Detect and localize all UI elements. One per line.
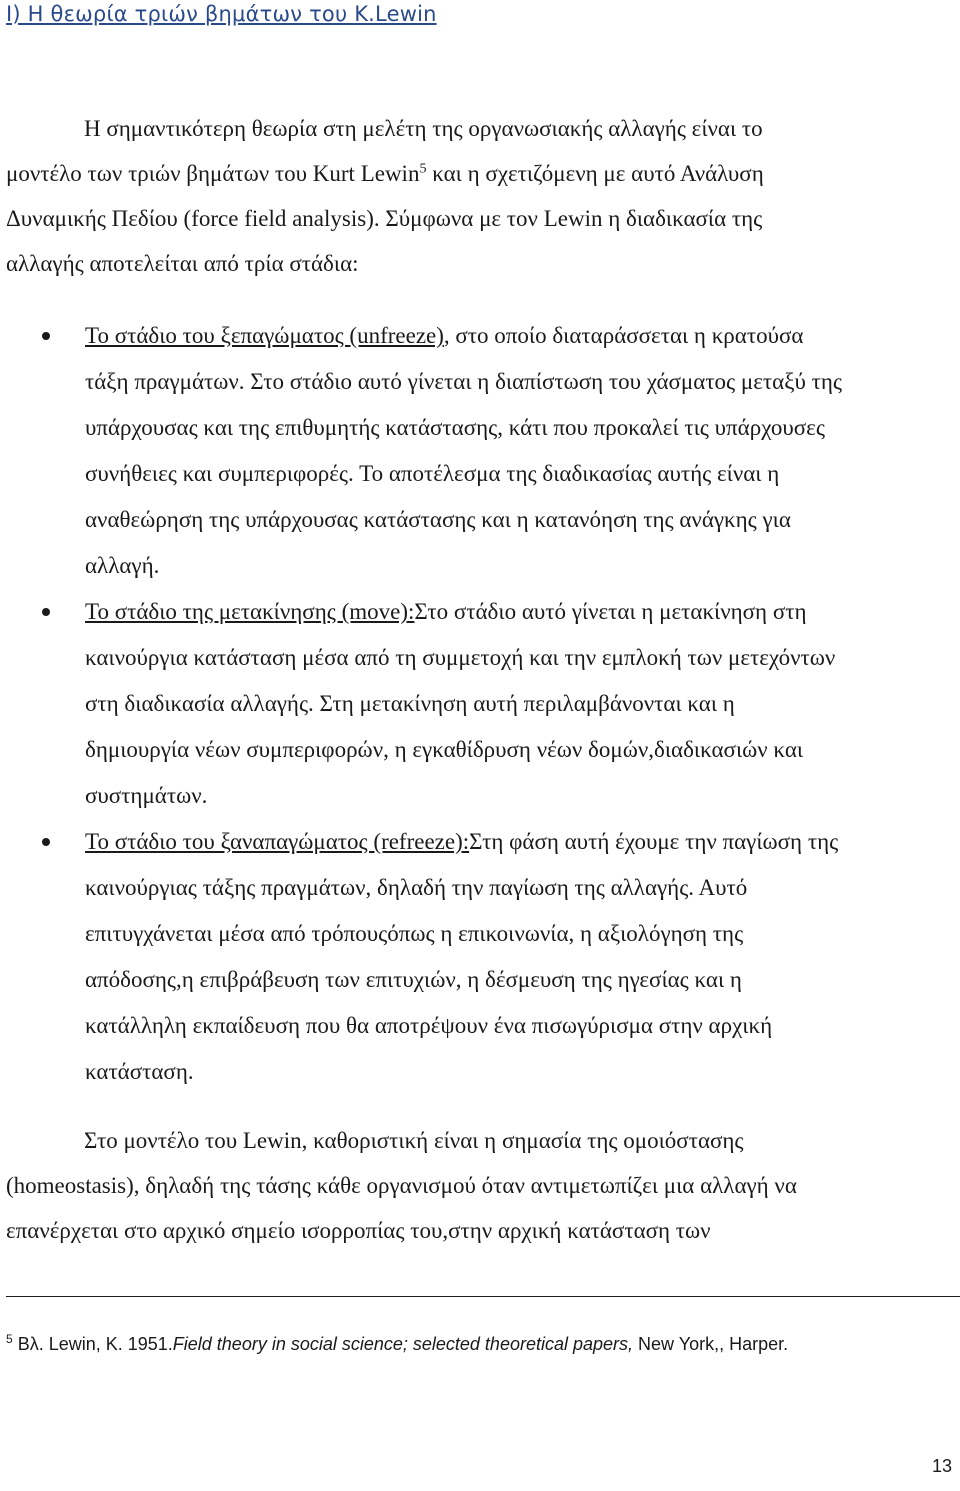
stage-line: κατάσταση. <box>85 1059 194 1084</box>
closing-paragraph <box>6 1118 954 1253</box>
footnote-separator <box>6 1296 960 1297</box>
intro-line-4: αλλαγής αποτελείται από τρία στάδια: <box>6 251 359 276</box>
section-heading: I) Η θεωρία τριών βημάτων του K.Lewin <box>6 2 437 26</box>
stage-line: υπάρχουσας και της επιθυμητής κατάστασης, κάτι που προκαλεί τις υπάρχουσες <box>85 415 825 440</box>
closing-line-1: Στο μοντέλο του Lewin, καθοριστική είναι η σημασία της ομοιόστασης <box>84 1128 744 1153</box>
stage-line: συνήθειες και συμπεριφορές. Το αποτέλεσμα της διαδικασίας αυτής είναι η <box>85 461 780 486</box>
stage-title: Το στάδιο της μετακίνησης (move): <box>85 599 415 624</box>
stages-list <box>0 313 960 1095</box>
bullet-icon <box>42 838 50 846</box>
closing-line-2: (homeostasis), δηλαδή της τάσης κάθε οργανισμού όταν αντιμετωπίζει μια αλλαγή να <box>6 1173 797 1198</box>
stage-body <box>85 819 957 1095</box>
footnote-title: Field theory in social science; selected theoretical papers, <box>172 1334 634 1354</box>
intro-line-1: Η σημαντικότερη θεωρία στη μελέτη της οργανωσιακής αλλαγής είναι το <box>84 116 763 141</box>
stage-body <box>85 589 957 819</box>
stage-line: τάξη πραγμάτων. Στο στάδιο αυτό γίνεται η διαπίστωση του χάσματος μεταξύ της <box>85 369 842 394</box>
stage-title: Το στάδιο του ξαναπαγώματος (refreeze): <box>85 829 470 854</box>
stage-text: Στο στάδιο αυτό γίνεται η μετακίνηση στη <box>414 599 807 624</box>
stage-line: επιτυγχάνεται μέσα από τρόπουςόπως η επικοινωνία, η αξιολόγηση της <box>85 921 744 946</box>
closing-line-3: επανέρχεται στο αρχικό σημείο ισορροπίας του,στην αρχική κατάσταση των <box>6 1218 711 1243</box>
footnote-citation: Βλ. Lewin, K. 1951. <box>12 1334 173 1354</box>
stage-line: καινούργια κατάσταση μέσα από τη συμμετοχή και την εμπλοκή των μετεχόντων <box>85 645 836 670</box>
bullet-icon <box>42 332 50 340</box>
stage-line <box>85 313 957 359</box>
stage-text: Στη φάση αυτή έχουμε την παγίωση της <box>469 829 839 854</box>
stage-line: καινούργιας τάξης πραγμάτων, δηλαδή την παγίωση της αλλαγής. Αυτό <box>85 875 748 900</box>
footnote <box>6 1334 788 1355</box>
stage-line: αναθεώρηση της υπάρχουσας κατάστασης και η κατανόηση της ανάγκης για <box>85 507 791 532</box>
intro-line-3: Δυναμικής Πεδίου (force field analysis). Σύμφωνα με τον Lewin η διαδικασία της <box>6 206 763 231</box>
stage-text: , στο οποίο διαταράσσεται η κρατούσα <box>443 323 804 348</box>
stage-line: απόδοσης,η επιβράβευση των επιτυχιών, η δέσμευση της ηγεσίας και η <box>85 967 742 992</box>
intro-paragraph <box>6 106 954 286</box>
stage-line: κατάλληλη εκπαίδευση που θα αποτρέψουν ένα πισωγύρισμα στην αρχική <box>85 1013 773 1038</box>
footnote-publisher: New York,, Harper. <box>633 1334 789 1354</box>
stage-line: στη διαδικασία αλλαγής. Στη μετακίνηση αυτή περιλαμβάνονται και η <box>85 691 735 716</box>
stage-body <box>85 313 957 589</box>
intro-line-2 <box>6 151 954 196</box>
stage-move <box>0 589 960 819</box>
bullet-icon <box>42 608 50 616</box>
stage-line: δημιουργία νέων συμπεριφορών, η εγκαθίδρυση νέων δομών,διαδικασιών και <box>85 737 804 762</box>
stage-line: αλλαγή. <box>85 553 160 578</box>
footnote-marker: 5 <box>6 1332 13 1346</box>
page-number: 13 <box>931 1456 952 1476</box>
stage-line <box>85 589 957 635</box>
intro-line-2-text-cont: και η σχετιζόμενη με αυτό Ανάλυση <box>426 161 764 186</box>
stage-title: Το στάδιο του ξεπαγώματος (unfreeze) <box>85 323 444 348</box>
stage-refreeze <box>0 819 960 1095</box>
stage-unfreeze <box>0 313 960 589</box>
intro-line-2-text: μοντέλο των τριών βημάτων του Kurt Lewin <box>6 161 420 186</box>
stage-line: συστημάτων. <box>85 783 208 808</box>
stage-line <box>85 819 957 865</box>
footnote-reference: 5 <box>419 161 427 177</box>
